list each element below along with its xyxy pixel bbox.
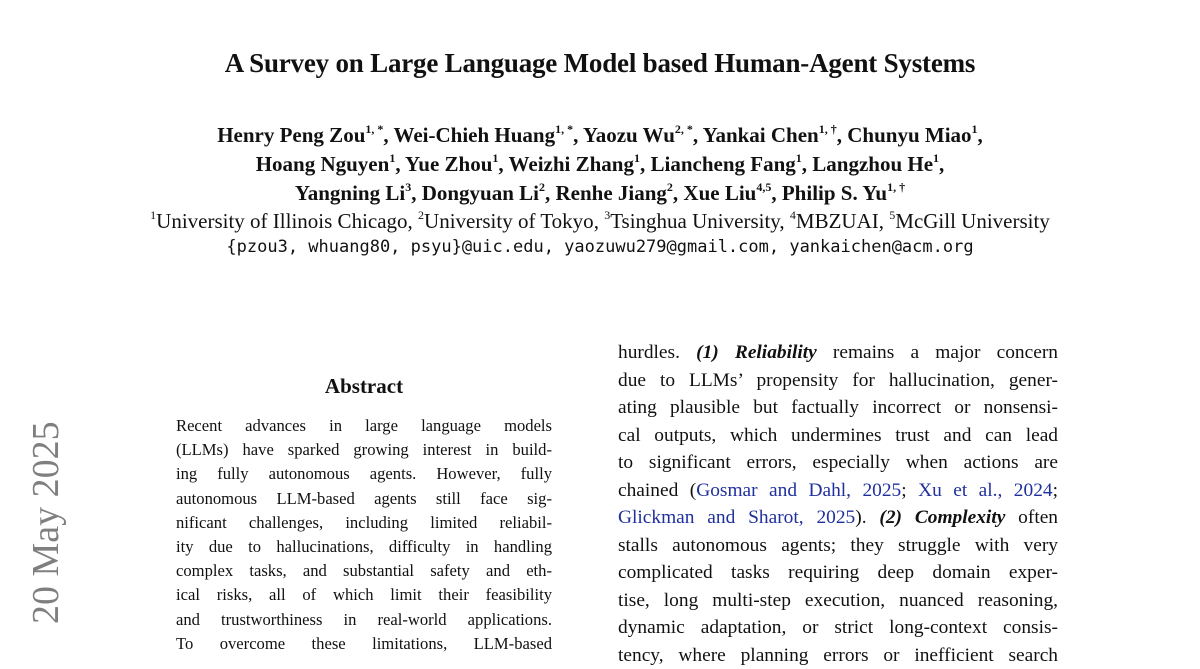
author-name: Philip S. Yu xyxy=(782,181,887,205)
intro-text: stalls autonomous agents; they struggle with very xyxy=(618,535,1058,556)
affiliation-name: MBZUAI xyxy=(796,209,879,233)
author-separator: , xyxy=(771,181,782,205)
affiliation-number: 1 xyxy=(150,208,156,222)
author-separator: , xyxy=(395,152,405,176)
intro-text: remains a major concern xyxy=(817,342,1058,363)
intro-line xyxy=(618,587,1058,615)
author-separator: , xyxy=(693,123,703,147)
author-affiliation-mark: 3 xyxy=(405,180,411,194)
introduction-text xyxy=(618,339,1058,669)
abstract-line: ing fully autonomous agents. However, fully xyxy=(176,462,552,486)
abstract-line: and trustworthiness in real-world applications. xyxy=(176,608,552,632)
author-name: Yaozu Wu xyxy=(583,123,675,147)
affiliation-separator: , xyxy=(879,209,890,233)
author-emails: {pzou3, whuang80, psyu}@uic.edu, yaozuwu279@gmail.com, yankaichen@acm.org xyxy=(0,237,1200,257)
author-name: Chunyu Miao xyxy=(847,123,971,147)
author-affiliation-mark: 1, * xyxy=(555,122,573,136)
author-affiliation-mark: 1 xyxy=(933,151,939,165)
intro-line xyxy=(618,339,1058,367)
abstract-line: nificant challenges, including limited reliabil- xyxy=(176,511,552,535)
abstract-line: autonomous LLM-based agents still face sig- xyxy=(176,487,552,511)
paper-title: A Survey on Large Language Model based Human-Agent Systems xyxy=(0,48,1200,79)
author-affiliation-mark: 4,5 xyxy=(756,180,771,194)
author-name: Renhe Jiang xyxy=(555,181,666,205)
affiliation-name: University of Tokyo xyxy=(424,209,594,233)
author-name: Xue Liu xyxy=(683,181,756,205)
affiliation-name: Tsinghua University xyxy=(610,209,779,233)
author-line xyxy=(0,179,1200,208)
author-affiliation-mark: 2 xyxy=(667,180,673,194)
intro-line xyxy=(618,422,1058,450)
intro-line xyxy=(618,449,1058,477)
affiliations xyxy=(0,207,1200,235)
intro-text: ating plausible but factually incorrect or nonsensi- xyxy=(618,397,1058,418)
author-separator: , xyxy=(498,152,508,176)
author-affiliation-mark: 1, * xyxy=(365,122,383,136)
intro-text: to significant errors, especially when actions are xyxy=(618,452,1058,473)
author-separator: , xyxy=(545,181,556,205)
author-affiliation-mark: 2 xyxy=(539,180,545,194)
intro-text: ; xyxy=(901,480,918,501)
affiliation-number: 2 xyxy=(418,208,424,222)
intro-line xyxy=(618,642,1058,669)
affiliation-number: 3 xyxy=(604,208,610,222)
author-name: Yue Zhou xyxy=(405,152,492,176)
affiliation-separator: , xyxy=(408,209,419,233)
author-separator: , xyxy=(411,181,422,205)
author-affiliation-mark: 1 xyxy=(634,151,640,165)
affiliation-separator: , xyxy=(594,209,605,233)
author-name: Langzhou He xyxy=(812,152,933,176)
author-name: Hoang Nguyen xyxy=(256,152,390,176)
author-separator: , xyxy=(673,181,684,205)
abstract-line: complex tasks, and substantial safety and eth- xyxy=(176,559,552,583)
intro-line xyxy=(618,559,1058,587)
author-name: Yankai Chen xyxy=(703,123,819,147)
author-separator: , xyxy=(802,152,813,176)
author-name: Weizhi Zhang xyxy=(509,152,634,176)
intro-text: chained ( xyxy=(618,480,696,501)
affiliation-number: 5 xyxy=(889,208,895,222)
author-affiliation-mark: 1 xyxy=(972,122,978,136)
emphasis-term: (1) Reliability xyxy=(696,342,817,363)
author-affiliation-mark: 1, † xyxy=(887,180,905,194)
intro-text: complicated tasks requiring deep domain exper- xyxy=(618,562,1058,583)
author-affiliation-mark: 1, † xyxy=(819,122,837,136)
abstract-body xyxy=(176,414,552,656)
author-affiliation-mark: 2, * xyxy=(675,122,693,136)
intro-text: ). xyxy=(855,507,879,528)
author-list xyxy=(0,121,1200,208)
author-affiliation-mark: 1 xyxy=(389,151,395,165)
intro-line xyxy=(618,504,1058,532)
author-affiliation-mark: 1 xyxy=(796,151,802,165)
intro-line xyxy=(618,394,1058,422)
author-separator: , xyxy=(837,123,848,147)
author-name: Wei-Chieh Huang xyxy=(394,123,556,147)
intro-line xyxy=(618,532,1058,560)
abstract-line: ity due to hallucinations, difficulty in handling xyxy=(176,535,552,559)
author-name: Henry Peng Zou xyxy=(217,123,365,147)
author-line xyxy=(0,150,1200,179)
affiliation-number: 4 xyxy=(790,208,796,222)
affiliation-name: McGill University xyxy=(895,209,1050,233)
author-separator: , xyxy=(640,152,651,176)
citation-link[interactable]: Glickman and Sharot, 2025 xyxy=(618,507,855,528)
emphasis-term: (2) Complexity xyxy=(879,507,1005,528)
author-affiliation-mark: 1 xyxy=(492,151,498,165)
author-separator: , xyxy=(978,123,983,147)
intro-line xyxy=(618,477,1058,505)
intro-text: tise, long multi-step execution, nuanced reasoning, xyxy=(618,590,1058,611)
intro-text: hurdles. xyxy=(618,342,696,363)
arxiv-date-stamp: 20 May 2025 xyxy=(24,421,68,624)
intro-text: cal outputs, which undermines trust and can lead xyxy=(618,425,1058,446)
intro-text: often xyxy=(1005,507,1058,528)
abstract-line: (LLMs) have sparked growing interest in build- xyxy=(176,438,552,462)
intro-line xyxy=(618,614,1058,642)
citation-link[interactable]: Gosmar and Dahl, 2025 xyxy=(696,480,901,501)
author-name: Liancheng Fang xyxy=(650,152,795,176)
affiliation-name: University of Illinois Chicago xyxy=(156,209,407,233)
author-line xyxy=(0,121,1200,150)
intro-text: ; xyxy=(1053,480,1058,501)
author-separator: , xyxy=(383,123,393,147)
affiliation-separator: , xyxy=(779,209,790,233)
author-name: Dongyuan Li xyxy=(422,181,539,205)
intro-text: tency, where planning errors or inefficient search xyxy=(618,645,1058,666)
intro-line xyxy=(618,367,1058,395)
author-separator: , xyxy=(573,123,583,147)
author-separator: , xyxy=(939,152,944,176)
intro-text: dynamic adaptation, or strict long-context consis- xyxy=(618,617,1058,638)
citation-link[interactable]: Xu et al., 2024 xyxy=(918,480,1053,501)
intro-text: due to LLMs’ propensity for hallucination, gener- xyxy=(618,370,1058,391)
author-name: Yangning Li xyxy=(295,181,405,205)
abstract-line: ical risks, all of which limit their feasibility xyxy=(176,583,552,607)
abstract-heading: Abstract xyxy=(176,374,552,399)
abstract-line: To overcome these limitations, LLM-based xyxy=(176,632,552,656)
abstract-line: Recent advances in large language models xyxy=(176,414,552,438)
